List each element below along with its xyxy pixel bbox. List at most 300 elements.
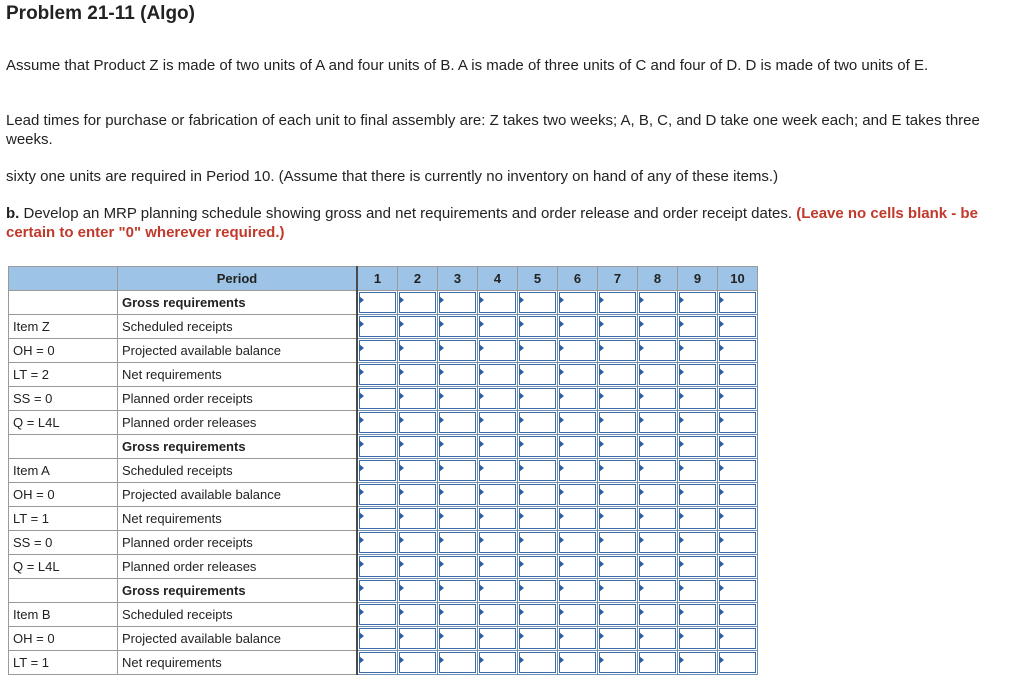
answer-input[interactable]	[519, 340, 556, 361]
answer-input-cell[interactable]	[598, 411, 638, 435]
answer-input-cell[interactable]	[438, 507, 478, 531]
answer-input-cell[interactable]	[438, 339, 478, 363]
answer-input-cell[interactable]	[478, 459, 518, 483]
answer-input[interactable]	[479, 292, 516, 313]
answer-input-cell[interactable]	[478, 555, 518, 579]
answer-input[interactable]	[439, 580, 476, 601]
answer-input[interactable]	[639, 436, 676, 457]
answer-input-cell[interactable]	[357, 579, 398, 603]
answer-input[interactable]	[519, 508, 556, 529]
answer-input-cell[interactable]	[638, 555, 678, 579]
answer-input[interactable]	[599, 316, 636, 337]
answer-input[interactable]	[599, 652, 636, 673]
answer-input-cell[interactable]	[638, 363, 678, 387]
answer-input[interactable]	[519, 532, 556, 553]
answer-input-cell[interactable]	[438, 627, 478, 651]
answer-input[interactable]	[519, 292, 556, 313]
answer-input[interactable]	[559, 628, 596, 649]
answer-input[interactable]	[359, 508, 396, 529]
answer-input[interactable]	[479, 316, 516, 337]
answer-input[interactable]	[559, 436, 596, 457]
answer-input[interactable]	[599, 628, 636, 649]
answer-input-cell[interactable]	[558, 603, 598, 627]
answer-input-cell[interactable]	[518, 651, 558, 675]
answer-input[interactable]	[439, 484, 476, 505]
answer-input-cell[interactable]	[718, 363, 758, 387]
answer-input-cell[interactable]	[438, 459, 478, 483]
answer-input[interactable]	[679, 508, 716, 529]
answer-input[interactable]	[639, 532, 676, 553]
answer-input-cell[interactable]	[398, 603, 438, 627]
answer-input[interactable]	[479, 532, 516, 553]
answer-input-cell[interactable]	[598, 363, 638, 387]
answer-input[interactable]	[439, 604, 476, 625]
answer-input[interactable]	[479, 460, 516, 481]
answer-input[interactable]	[359, 484, 396, 505]
answer-input[interactable]	[719, 388, 756, 409]
answer-input[interactable]	[439, 532, 476, 553]
answer-input[interactable]	[399, 292, 436, 313]
answer-input-cell[interactable]	[357, 603, 398, 627]
answer-input-cell[interactable]	[638, 459, 678, 483]
answer-input-cell[interactable]	[718, 603, 758, 627]
answer-input[interactable]	[359, 388, 396, 409]
answer-input[interactable]	[399, 508, 436, 529]
answer-input-cell[interactable]	[438, 387, 478, 411]
answer-input[interactable]	[639, 460, 676, 481]
answer-input-cell[interactable]	[518, 483, 558, 507]
answer-input[interactable]	[719, 508, 756, 529]
answer-input[interactable]	[719, 340, 756, 361]
answer-input-cell[interactable]	[357, 363, 398, 387]
answer-input-cell[interactable]	[718, 435, 758, 459]
answer-input[interactable]	[559, 412, 596, 433]
answer-input-cell[interactable]	[398, 411, 438, 435]
answer-input[interactable]	[399, 388, 436, 409]
answer-input-cell[interactable]	[598, 291, 638, 315]
answer-input-cell[interactable]	[478, 603, 518, 627]
answer-input[interactable]	[639, 484, 676, 505]
answer-input-cell[interactable]	[598, 579, 638, 603]
answer-input[interactable]	[439, 628, 476, 649]
answer-input-cell[interactable]	[357, 387, 398, 411]
answer-input[interactable]	[359, 556, 396, 577]
answer-input[interactable]	[519, 604, 556, 625]
answer-input[interactable]	[519, 580, 556, 601]
answer-input[interactable]	[439, 340, 476, 361]
answer-input[interactable]	[679, 316, 716, 337]
answer-input-cell[interactable]	[478, 411, 518, 435]
answer-input[interactable]	[639, 508, 676, 529]
answer-input-cell[interactable]	[558, 315, 598, 339]
answer-input-cell[interactable]	[478, 315, 518, 339]
answer-input-cell[interactable]	[638, 291, 678, 315]
answer-input[interactable]	[479, 604, 516, 625]
answer-input-cell[interactable]	[518, 435, 558, 459]
answer-input-cell[interactable]	[598, 555, 638, 579]
answer-input[interactable]	[639, 364, 676, 385]
answer-input-cell[interactable]	[718, 531, 758, 555]
answer-input-cell[interactable]	[518, 603, 558, 627]
answer-input[interactable]	[679, 652, 716, 673]
answer-input[interactable]	[479, 340, 516, 361]
answer-input-cell[interactable]	[558, 363, 598, 387]
answer-input-cell[interactable]	[478, 435, 518, 459]
answer-input-cell[interactable]	[518, 387, 558, 411]
answer-input-cell[interactable]	[598, 603, 638, 627]
answer-input-cell[interactable]	[357, 339, 398, 363]
answer-input-cell[interactable]	[558, 291, 598, 315]
answer-input-cell[interactable]	[398, 651, 438, 675]
answer-input[interactable]	[599, 436, 636, 457]
answer-input-cell[interactable]	[598, 315, 638, 339]
answer-input-cell[interactable]	[357, 459, 398, 483]
answer-input-cell[interactable]	[718, 339, 758, 363]
answer-input[interactable]	[719, 364, 756, 385]
answer-input[interactable]	[519, 364, 556, 385]
answer-input-cell[interactable]	[678, 291, 718, 315]
answer-input-cell[interactable]	[598, 531, 638, 555]
answer-input[interactable]	[679, 388, 716, 409]
answer-input[interactable]	[439, 292, 476, 313]
answer-input-cell[interactable]	[638, 531, 678, 555]
answer-input-cell[interactable]	[558, 435, 598, 459]
answer-input[interactable]	[719, 460, 756, 481]
answer-input[interactable]	[719, 556, 756, 577]
answer-input-cell[interactable]	[638, 651, 678, 675]
answer-input-cell[interactable]	[398, 435, 438, 459]
answer-input-cell[interactable]	[638, 627, 678, 651]
answer-input[interactable]	[559, 604, 596, 625]
answer-input-cell[interactable]	[598, 483, 638, 507]
answer-input[interactable]	[679, 340, 716, 361]
answer-input[interactable]	[519, 556, 556, 577]
answer-input-cell[interactable]	[438, 531, 478, 555]
answer-input[interactable]	[679, 412, 716, 433]
answer-input[interactable]	[719, 484, 756, 505]
answer-input-cell[interactable]	[678, 387, 718, 411]
answer-input[interactable]	[399, 436, 436, 457]
answer-input-cell[interactable]	[438, 291, 478, 315]
answer-input[interactable]	[359, 460, 396, 481]
answer-input-cell[interactable]	[718, 387, 758, 411]
answer-input[interactable]	[679, 628, 716, 649]
answer-input[interactable]	[559, 316, 596, 337]
answer-input[interactable]	[719, 652, 756, 673]
answer-input-cell[interactable]	[718, 315, 758, 339]
answer-input[interactable]	[559, 388, 596, 409]
answer-input[interactable]	[519, 484, 556, 505]
answer-input-cell[interactable]	[678, 459, 718, 483]
answer-input-cell[interactable]	[398, 459, 438, 483]
answer-input-cell[interactable]	[518, 555, 558, 579]
answer-input[interactable]	[479, 412, 516, 433]
answer-input[interactable]	[399, 340, 436, 361]
answer-input[interactable]	[599, 292, 636, 313]
answer-input-cell[interactable]	[638, 603, 678, 627]
answer-input-cell[interactable]	[718, 411, 758, 435]
answer-input[interactable]	[599, 508, 636, 529]
answer-input[interactable]	[479, 364, 516, 385]
answer-input-cell[interactable]	[678, 531, 718, 555]
answer-input[interactable]	[599, 532, 636, 553]
answer-input-cell[interactable]	[518, 579, 558, 603]
answer-input[interactable]	[679, 532, 716, 553]
answer-input-cell[interactable]	[678, 579, 718, 603]
answer-input-cell[interactable]	[478, 507, 518, 531]
answer-input-cell[interactable]	[518, 291, 558, 315]
answer-input-cell[interactable]	[438, 483, 478, 507]
answer-input[interactable]	[359, 580, 396, 601]
answer-input-cell[interactable]	[398, 291, 438, 315]
answer-input[interactable]	[479, 388, 516, 409]
answer-input[interactable]	[359, 292, 396, 313]
answer-input-cell[interactable]	[678, 627, 718, 651]
answer-input[interactable]	[719, 580, 756, 601]
answer-input[interactable]	[399, 604, 436, 625]
answer-input[interactable]	[479, 556, 516, 577]
answer-input[interactable]	[519, 628, 556, 649]
answer-input-cell[interactable]	[357, 651, 398, 675]
answer-input[interactable]	[399, 412, 436, 433]
answer-input-cell[interactable]	[678, 363, 718, 387]
answer-input[interactable]	[359, 532, 396, 553]
answer-input-cell[interactable]	[478, 339, 518, 363]
answer-input-cell[interactable]	[357, 555, 398, 579]
answer-input[interactable]	[359, 412, 396, 433]
answer-input[interactable]	[519, 316, 556, 337]
answer-input[interactable]	[439, 652, 476, 673]
answer-input[interactable]	[439, 316, 476, 337]
answer-input-cell[interactable]	[478, 531, 518, 555]
answer-input-cell[interactable]	[638, 507, 678, 531]
answer-input-cell[interactable]	[438, 579, 478, 603]
answer-input[interactable]	[479, 580, 516, 601]
answer-input[interactable]	[679, 580, 716, 601]
answer-input[interactable]	[399, 652, 436, 673]
answer-input-cell[interactable]	[598, 387, 638, 411]
answer-input[interactable]	[399, 532, 436, 553]
answer-input-cell[interactable]	[558, 627, 598, 651]
answer-input[interactable]	[359, 364, 396, 385]
answer-input[interactable]	[559, 556, 596, 577]
answer-input[interactable]	[639, 412, 676, 433]
answer-input-cell[interactable]	[478, 651, 518, 675]
answer-input[interactable]	[719, 316, 756, 337]
answer-input-cell[interactable]	[638, 339, 678, 363]
answer-input-cell[interactable]	[518, 507, 558, 531]
answer-input-cell[interactable]	[398, 579, 438, 603]
answer-input[interactable]	[479, 484, 516, 505]
answer-input-cell[interactable]	[558, 651, 598, 675]
answer-input-cell[interactable]	[478, 579, 518, 603]
answer-input-cell[interactable]	[558, 339, 598, 363]
answer-input[interactable]	[639, 580, 676, 601]
answer-input-cell[interactable]	[718, 579, 758, 603]
answer-input-cell[interactable]	[518, 339, 558, 363]
answer-input[interactable]	[639, 628, 676, 649]
answer-input[interactable]	[599, 604, 636, 625]
answer-input[interactable]	[479, 652, 516, 673]
answer-input-cell[interactable]	[598, 651, 638, 675]
answer-input[interactable]	[519, 460, 556, 481]
answer-input[interactable]	[439, 412, 476, 433]
answer-input[interactable]	[719, 532, 756, 553]
answer-input-cell[interactable]	[478, 483, 518, 507]
answer-input[interactable]	[719, 628, 756, 649]
answer-input[interactable]	[639, 652, 676, 673]
answer-input[interactable]	[399, 628, 436, 649]
answer-input-cell[interactable]	[598, 459, 638, 483]
answer-input[interactable]	[679, 460, 716, 481]
answer-input-cell[interactable]	[558, 579, 598, 603]
answer-input-cell[interactable]	[398, 315, 438, 339]
answer-input[interactable]	[719, 604, 756, 625]
answer-input-cell[interactable]	[357, 435, 398, 459]
answer-input[interactable]	[559, 484, 596, 505]
answer-input[interactable]	[679, 556, 716, 577]
answer-input[interactable]	[599, 580, 636, 601]
answer-input-cell[interactable]	[678, 339, 718, 363]
answer-input-cell[interactable]	[718, 555, 758, 579]
answer-input[interactable]	[359, 604, 396, 625]
answer-input[interactable]	[359, 436, 396, 457]
answer-input[interactable]	[679, 604, 716, 625]
answer-input[interactable]	[519, 652, 556, 673]
answer-input-cell[interactable]	[398, 507, 438, 531]
answer-input[interactable]	[399, 556, 436, 577]
answer-input-cell[interactable]	[518, 531, 558, 555]
answer-input[interactable]	[599, 340, 636, 361]
answer-input[interactable]	[559, 364, 596, 385]
answer-input-cell[interactable]	[558, 411, 598, 435]
answer-input-cell[interactable]	[718, 291, 758, 315]
answer-input[interactable]	[439, 364, 476, 385]
answer-input-cell[interactable]	[718, 627, 758, 651]
answer-input-cell[interactable]	[678, 603, 718, 627]
answer-input-cell[interactable]	[398, 339, 438, 363]
answer-input-cell[interactable]	[438, 651, 478, 675]
answer-input-cell[interactable]	[398, 363, 438, 387]
answer-input-cell[interactable]	[357, 507, 398, 531]
answer-input[interactable]	[519, 436, 556, 457]
answer-input[interactable]	[359, 628, 396, 649]
answer-input[interactable]	[399, 364, 436, 385]
answer-input-cell[interactable]	[518, 627, 558, 651]
answer-input-cell[interactable]	[598, 507, 638, 531]
answer-input-cell[interactable]	[638, 315, 678, 339]
answer-input-cell[interactable]	[678, 435, 718, 459]
answer-input-cell[interactable]	[718, 507, 758, 531]
answer-input-cell[interactable]	[678, 651, 718, 675]
answer-input[interactable]	[399, 484, 436, 505]
answer-input-cell[interactable]	[438, 363, 478, 387]
answer-input-cell[interactable]	[398, 483, 438, 507]
answer-input-cell[interactable]	[598, 435, 638, 459]
answer-input[interactable]	[479, 628, 516, 649]
answer-input[interactable]	[559, 580, 596, 601]
answer-input[interactable]	[599, 412, 636, 433]
answer-input-cell[interactable]	[678, 483, 718, 507]
answer-input[interactable]	[399, 580, 436, 601]
answer-input-cell[interactable]	[438, 435, 478, 459]
answer-input-cell[interactable]	[518, 315, 558, 339]
answer-input[interactable]	[639, 316, 676, 337]
answer-input-cell[interactable]	[518, 459, 558, 483]
answer-input-cell[interactable]	[438, 603, 478, 627]
answer-input-cell[interactable]	[718, 651, 758, 675]
answer-input-cell[interactable]	[398, 555, 438, 579]
answer-input[interactable]	[359, 652, 396, 673]
answer-input[interactable]	[679, 436, 716, 457]
answer-input[interactable]	[639, 604, 676, 625]
answer-input[interactable]	[679, 364, 716, 385]
answer-input-cell[interactable]	[638, 483, 678, 507]
answer-input[interactable]	[439, 388, 476, 409]
answer-input[interactable]	[479, 436, 516, 457]
answer-input-cell[interactable]	[478, 627, 518, 651]
answer-input[interactable]	[559, 292, 596, 313]
answer-input[interactable]	[599, 460, 636, 481]
answer-input-cell[interactable]	[678, 315, 718, 339]
answer-input-cell[interactable]	[357, 627, 398, 651]
answer-input[interactable]	[359, 340, 396, 361]
answer-input[interactable]	[599, 388, 636, 409]
answer-input[interactable]	[599, 556, 636, 577]
answer-input[interactable]	[719, 436, 756, 457]
answer-input-cell[interactable]	[678, 411, 718, 435]
answer-input[interactable]	[559, 508, 596, 529]
answer-input-cell[interactable]	[638, 435, 678, 459]
answer-input[interactable]	[399, 460, 436, 481]
answer-input[interactable]	[719, 412, 756, 433]
answer-input[interactable]	[679, 484, 716, 505]
answer-input[interactable]	[479, 508, 516, 529]
answer-input-cell[interactable]	[478, 363, 518, 387]
answer-input-cell[interactable]	[638, 579, 678, 603]
answer-input-cell[interactable]	[558, 507, 598, 531]
answer-input[interactable]	[439, 508, 476, 529]
answer-input-cell[interactable]	[638, 411, 678, 435]
answer-input[interactable]	[599, 484, 636, 505]
answer-input-cell[interactable]	[357, 483, 398, 507]
answer-input-cell[interactable]	[558, 459, 598, 483]
answer-input[interactable]	[439, 436, 476, 457]
answer-input[interactable]	[399, 316, 436, 337]
answer-input[interactable]	[639, 388, 676, 409]
answer-input-cell[interactable]	[558, 531, 598, 555]
answer-input-cell[interactable]	[638, 387, 678, 411]
answer-input-cell[interactable]	[357, 315, 398, 339]
answer-input[interactable]	[519, 412, 556, 433]
answer-input[interactable]	[639, 340, 676, 361]
answer-input-cell[interactable]	[598, 339, 638, 363]
answer-input-cell[interactable]	[398, 627, 438, 651]
answer-input-cell[interactable]	[598, 627, 638, 651]
answer-input[interactable]	[439, 556, 476, 577]
answer-input[interactable]	[679, 292, 716, 313]
answer-input-cell[interactable]	[678, 507, 718, 531]
answer-input[interactable]	[559, 532, 596, 553]
answer-input[interactable]	[639, 556, 676, 577]
answer-input-cell[interactable]	[438, 315, 478, 339]
answer-input-cell[interactable]	[398, 387, 438, 411]
answer-input-cell[interactable]	[718, 459, 758, 483]
answer-input-cell[interactable]	[558, 483, 598, 507]
answer-input-cell[interactable]	[718, 483, 758, 507]
answer-input[interactable]	[559, 340, 596, 361]
answer-input[interactable]	[439, 460, 476, 481]
